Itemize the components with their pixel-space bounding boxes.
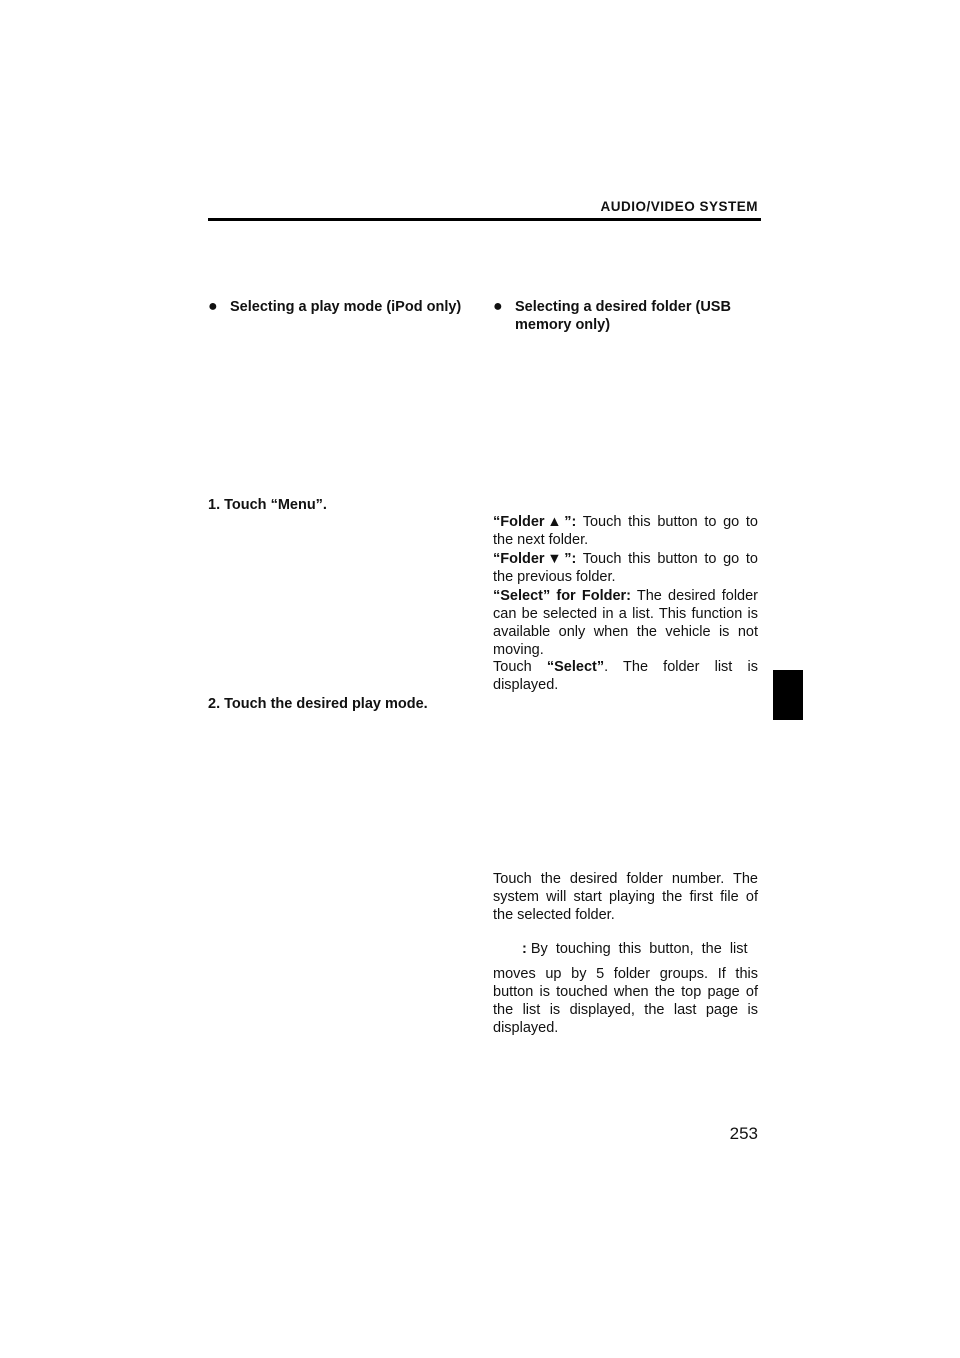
desired-folder-desc: Touch the desired folder number. The system will start playing the first file of the selected folder. bbox=[493, 871, 758, 923]
touch-select-pre: Touch bbox=[493, 659, 547, 675]
bullet-icon: ● bbox=[208, 298, 218, 315]
step-2: 2. Touch the desired play mode. bbox=[208, 696, 428, 712]
step-1: 1. Touch “Menu”. bbox=[208, 497, 327, 513]
select-folder-text: The desired folder can be selected in a list. This function is available only when the vehicle is not moving. bbox=[493, 588, 759, 658]
section-title: AUDIO/VIDEO SYSTEM bbox=[600, 199, 758, 214]
list-up-text-line1: By touching this button, the list bbox=[530, 941, 748, 957]
page-number: 253 bbox=[729, 1124, 758, 1143]
list-up-desc-first-line bbox=[522, 940, 758, 958]
touch-select-desc bbox=[493, 658, 758, 694]
folder-heading-line1: Selecting a desired folder (USB bbox=[515, 299, 731, 315]
list-up-colon: : bbox=[522, 941, 527, 957]
bullet-icon: ● bbox=[493, 298, 503, 315]
folder-up-label: “Folder▲”: bbox=[493, 514, 577, 530]
play-mode-heading bbox=[208, 298, 468, 316]
select-folder-desc bbox=[493, 587, 758, 659]
touch-select-button-label: “Select” bbox=[546, 659, 605, 675]
folder-down-desc bbox=[493, 550, 758, 586]
list-up-desc-rest: moves up by 5 folder groups. If this button is touched when the top page of the list is displayed, the last page is displayed. bbox=[493, 966, 758, 1036]
section-tab-marker bbox=[773, 670, 803, 720]
header-rule bbox=[208, 218, 761, 221]
folder-up-text: Touch this button to go to the next folder. bbox=[493, 514, 758, 548]
select-folder-label: “Select” for Folder: bbox=[493, 588, 631, 604]
play-mode-heading-text: Selecting a play mode (iPod only) bbox=[230, 299, 462, 315]
folder-heading-line2: memory only) bbox=[515, 317, 611, 333]
folder-down-text: Touch this button to go to the previous folder. bbox=[493, 551, 758, 585]
folder-heading bbox=[493, 298, 758, 334]
folder-down-label: “Folder▼”: bbox=[493, 551, 577, 567]
touch-select-post: . The folder list is displayed. bbox=[493, 659, 758, 693]
folder-up-desc bbox=[493, 513, 758, 549]
